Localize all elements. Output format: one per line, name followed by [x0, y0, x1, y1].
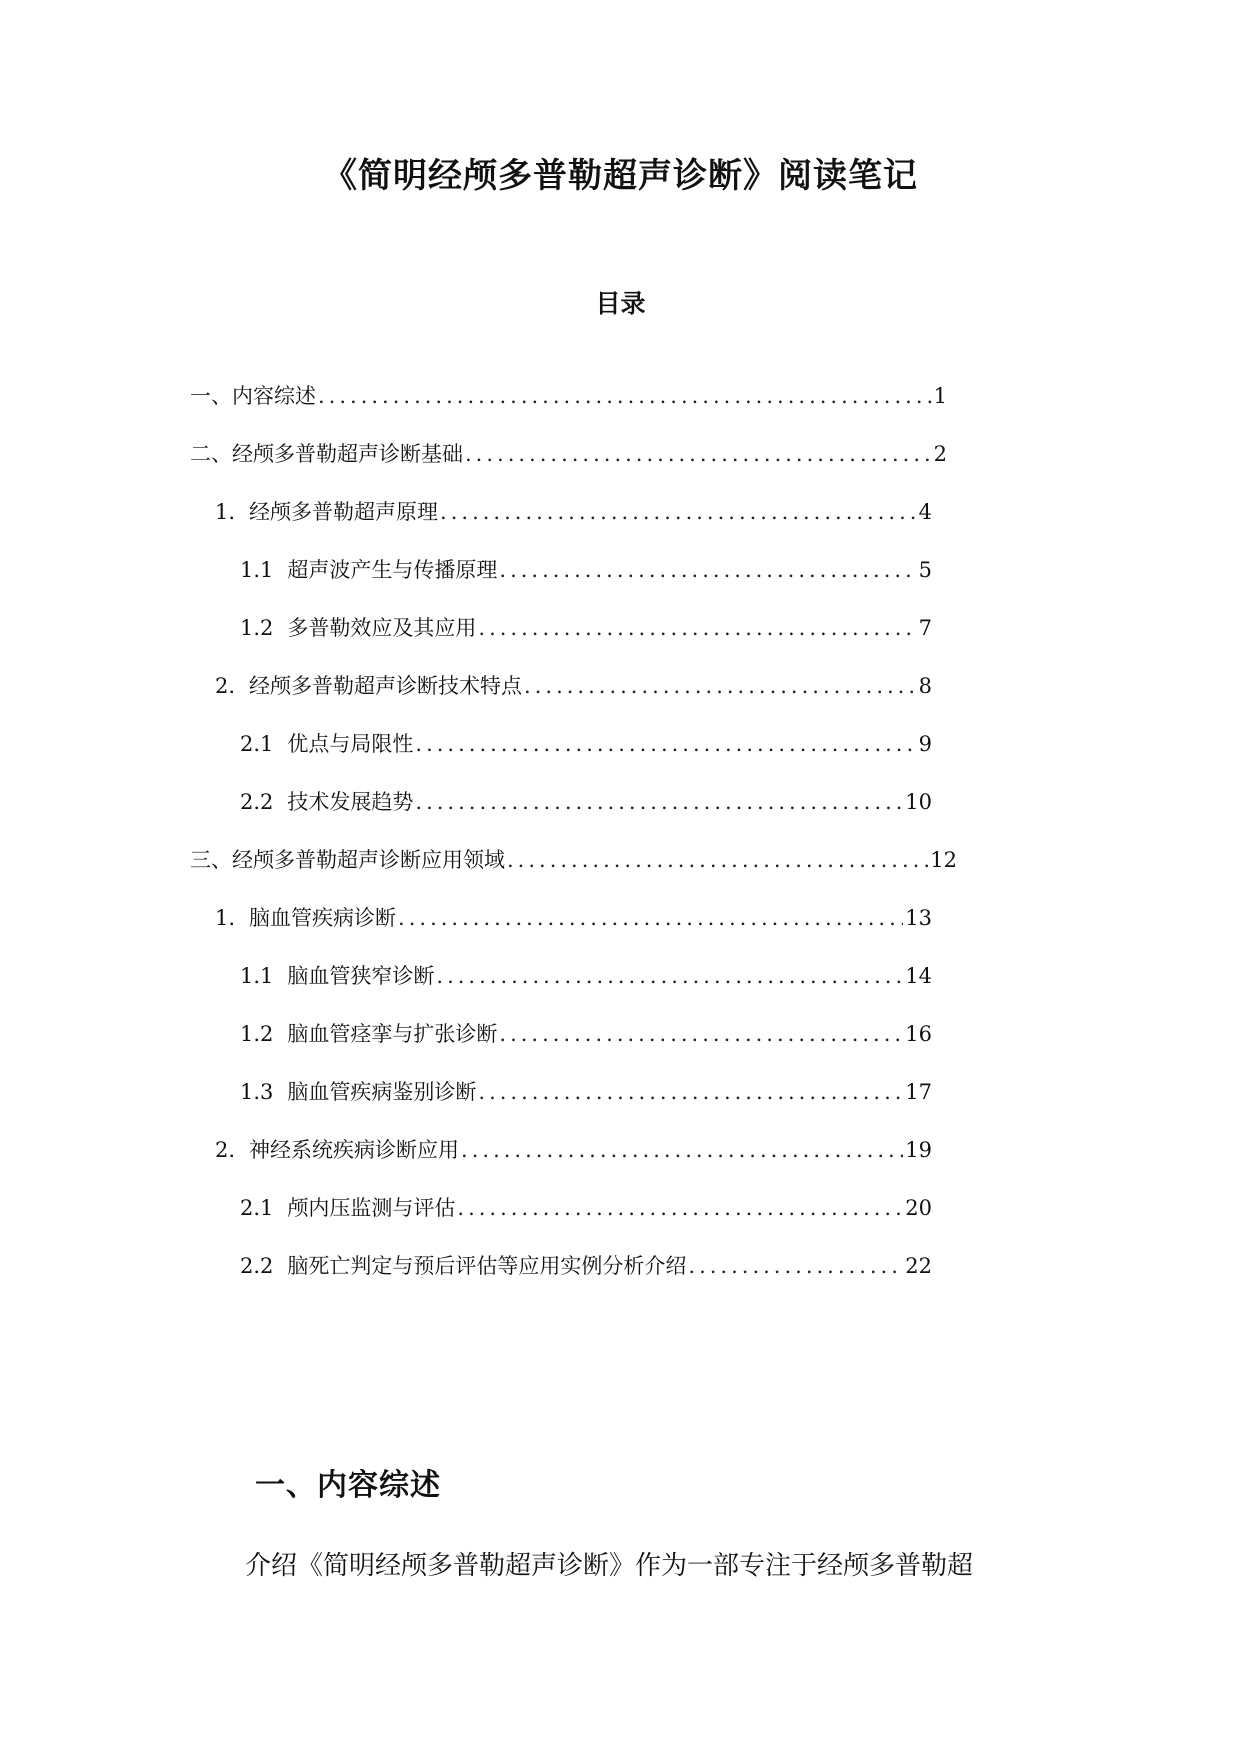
toc-dot-leader	[413, 728, 916, 760]
toc-page-number: 14	[905, 964, 932, 988]
document-title: 《简明经颅多普勒超声诊断》阅读笔记	[323, 156, 918, 196]
toc-entry-label: 多普勒效应及其应用	[287, 616, 477, 640]
toc-entry-label: 脑死亡判定与预后评估等应用实例分析介绍	[287, 1254, 687, 1278]
toc-page-number: 20	[905, 1196, 932, 1220]
toc-page-number: 5	[918, 558, 932, 582]
toc-entry[interactable]	[190, 438, 947, 470]
toc-entry[interactable]	[240, 1018, 932, 1050]
toc-entry-number: 2.1	[240, 1196, 274, 1220]
toc-page-number: 9	[918, 732, 932, 756]
body-paragraph: 介绍《简明经颅多普勒超声诊断》作为一部专注于经颅多普勒超	[245, 1551, 974, 1581]
toc-entry-number: 2.2	[240, 1254, 274, 1278]
toc-entry-number: 1.2	[240, 616, 274, 640]
toc-entry[interactable]	[240, 960, 932, 992]
toc-entry-number: 1.2	[240, 1022, 274, 1046]
toc-page-number: 7	[918, 616, 932, 640]
toc-page-number: 13	[905, 906, 932, 930]
toc-entry-number: 1.	[215, 500, 236, 524]
toc-entry-label: 脑血管疾病诊断	[249, 906, 397, 930]
toc-entry-label: 经颅多普勒超声原理	[249, 500, 439, 524]
toc-entry-label: 优点与局限性	[287, 732, 414, 756]
toc-dot-leader	[459, 1134, 903, 1166]
toc-entry-number: 2.	[215, 1138, 236, 1162]
toc-dot-leader	[522, 670, 917, 702]
toc-page-number: 1	[933, 384, 947, 408]
toc-page-number: 2	[933, 442, 947, 466]
toc-dot-leader	[463, 438, 932, 470]
toc-page-number: 17	[905, 1080, 932, 1104]
toc-dot-leader	[413, 786, 903, 818]
toc-entry[interactable]	[215, 902, 932, 934]
toc-entry-label: 三、经颅多普勒超声诊断应用领域	[190, 848, 505, 872]
toc-entry[interactable]	[240, 612, 932, 644]
toc-heading: 目录	[595, 289, 646, 318]
toc-dot-leader	[396, 902, 903, 934]
toc-entry-label: 一、内容综述	[190, 384, 316, 408]
toc-entry-label: 超声波产生与传播原理	[287, 558, 498, 582]
toc-dot-leader	[686, 1250, 903, 1282]
toc-dot-leader	[497, 1018, 903, 1050]
toc-entry-label: 脑血管狭窄诊断	[287, 964, 435, 988]
toc-entry-number: 1.1	[240, 964, 274, 988]
toc-entry-number: 2.2	[240, 790, 274, 814]
toc-page-number: 10	[905, 790, 932, 814]
toc-entry-label: 神经系统疾病诊断应用	[249, 1138, 460, 1162]
toc-entry-label: 二、经颅多普勒超声诊断基础	[190, 442, 463, 466]
toc-dot-leader	[434, 960, 903, 992]
toc-dot-leader	[438, 496, 917, 528]
toc-page-number: 22	[905, 1254, 932, 1278]
toc-entry[interactable]	[190, 380, 947, 412]
toc-entry-number: 1.1	[240, 558, 274, 582]
toc-entry-label: 技术发展趋势	[287, 790, 414, 814]
toc-dot-leader	[497, 554, 916, 586]
toc-page-number: 4	[918, 500, 932, 524]
toc-dot-leader	[505, 844, 928, 876]
toc-page-number: 8	[918, 674, 932, 698]
toc-entry[interactable]	[240, 1192, 932, 1224]
toc-entry[interactable]	[215, 670, 932, 702]
toc-entry-label: 脑血管痉挛与扩张诊断	[287, 1022, 498, 1046]
toc-dot-leader	[455, 1192, 903, 1224]
toc-entry-number: 1.	[215, 906, 236, 930]
toc-page-number: 19	[905, 1138, 932, 1162]
toc-entry[interactable]	[240, 786, 932, 818]
toc-entry[interactable]	[240, 1250, 932, 1282]
toc-dot-leader	[316, 380, 932, 412]
toc-entry-label: 颅内压监测与评估	[287, 1196, 456, 1220]
section-heading: 一、内容综述	[255, 1468, 441, 1503]
toc-entry[interactable]	[240, 554, 932, 586]
toc-entry-number: 2.	[215, 674, 236, 698]
toc-dot-leader	[476, 612, 916, 644]
toc-entry[interactable]	[190, 844, 957, 876]
toc-entry-number: 1.3	[240, 1080, 274, 1104]
toc-entry[interactable]	[240, 1076, 932, 1108]
toc-entry[interactable]	[240, 728, 932, 760]
toc-entry[interactable]	[215, 1134, 932, 1166]
toc-entry-label: 经颅多普勒超声诊断技术特点	[249, 674, 523, 698]
toc-page-number: 16	[905, 1022, 932, 1046]
toc-entry-label: 脑血管疾病鉴别诊断	[287, 1080, 477, 1104]
toc-dot-leader	[476, 1076, 903, 1108]
toc-entry-number: 2.1	[240, 732, 274, 756]
toc-page-number: 12	[930, 848, 957, 872]
toc-entry[interactable]	[215, 496, 932, 528]
